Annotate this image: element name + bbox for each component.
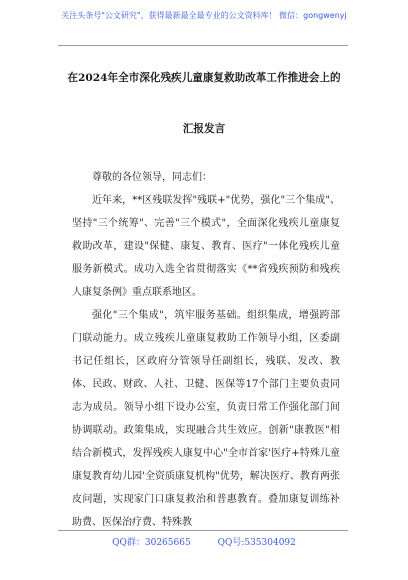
qq-group: QQ群：30265665 xyxy=(112,538,191,548)
salutation: 尊敬的各位领导，同志们： xyxy=(92,172,212,183)
header-divider xyxy=(58,45,348,46)
footer-contacts xyxy=(0,535,408,548)
document-title-line-2: 汇报发言 xyxy=(182,123,226,135)
footer-divider xyxy=(58,530,348,531)
header-note: 关注头条号"公文研究"，获得最新最全最专业的公文资料库！ 微信：gongwenyj xyxy=(61,11,347,20)
document-body xyxy=(72,166,340,534)
document-title-line-1: 在2024年全市深化残疾儿童康复救助改革工作推进会上的 xyxy=(67,72,341,84)
body-paragraph: 强化"三个集成"，筑牢服务基础。组织集成，增强跨部门联动能力。成立残疾儿童康复救助工作领导小组，区委副书记任组长，区政府分管领导任副组长，残联、发改、教体、民政、财政、人社、卫健、医保等17个部门主要负责同志为成员。领导小组下设办公室，负责日常工作强化部门间协调联动。政策集成，实现融合共生效应。创新"康教医"相结合新模式，发挥残疾人康复中心"全市首家'医疗+特殊儿童康复教育幼儿园'全资质康复机构"优势，解决医疗、教育两张皮问题，实现家门口康复救治和普惠教育。叠加康复训练补助费、医保治疗费、特殊教 xyxy=(72,310,340,528)
body-paragraph: 近年来，**区残联发挥"残联+"优势，强化"三个集成"、坚持"三个统筹"、完善"三个模式"，全面深化残疾儿童康复救助改革，建设"保健、康复、教育、医疗"一体化残疾儿童服务新模式。成功入选全省贯彻落实《**省残疾预防和残疾人康复条例》重点联系地区。 xyxy=(72,195,340,298)
qq-number: QQ号:535304092 xyxy=(217,538,296,548)
